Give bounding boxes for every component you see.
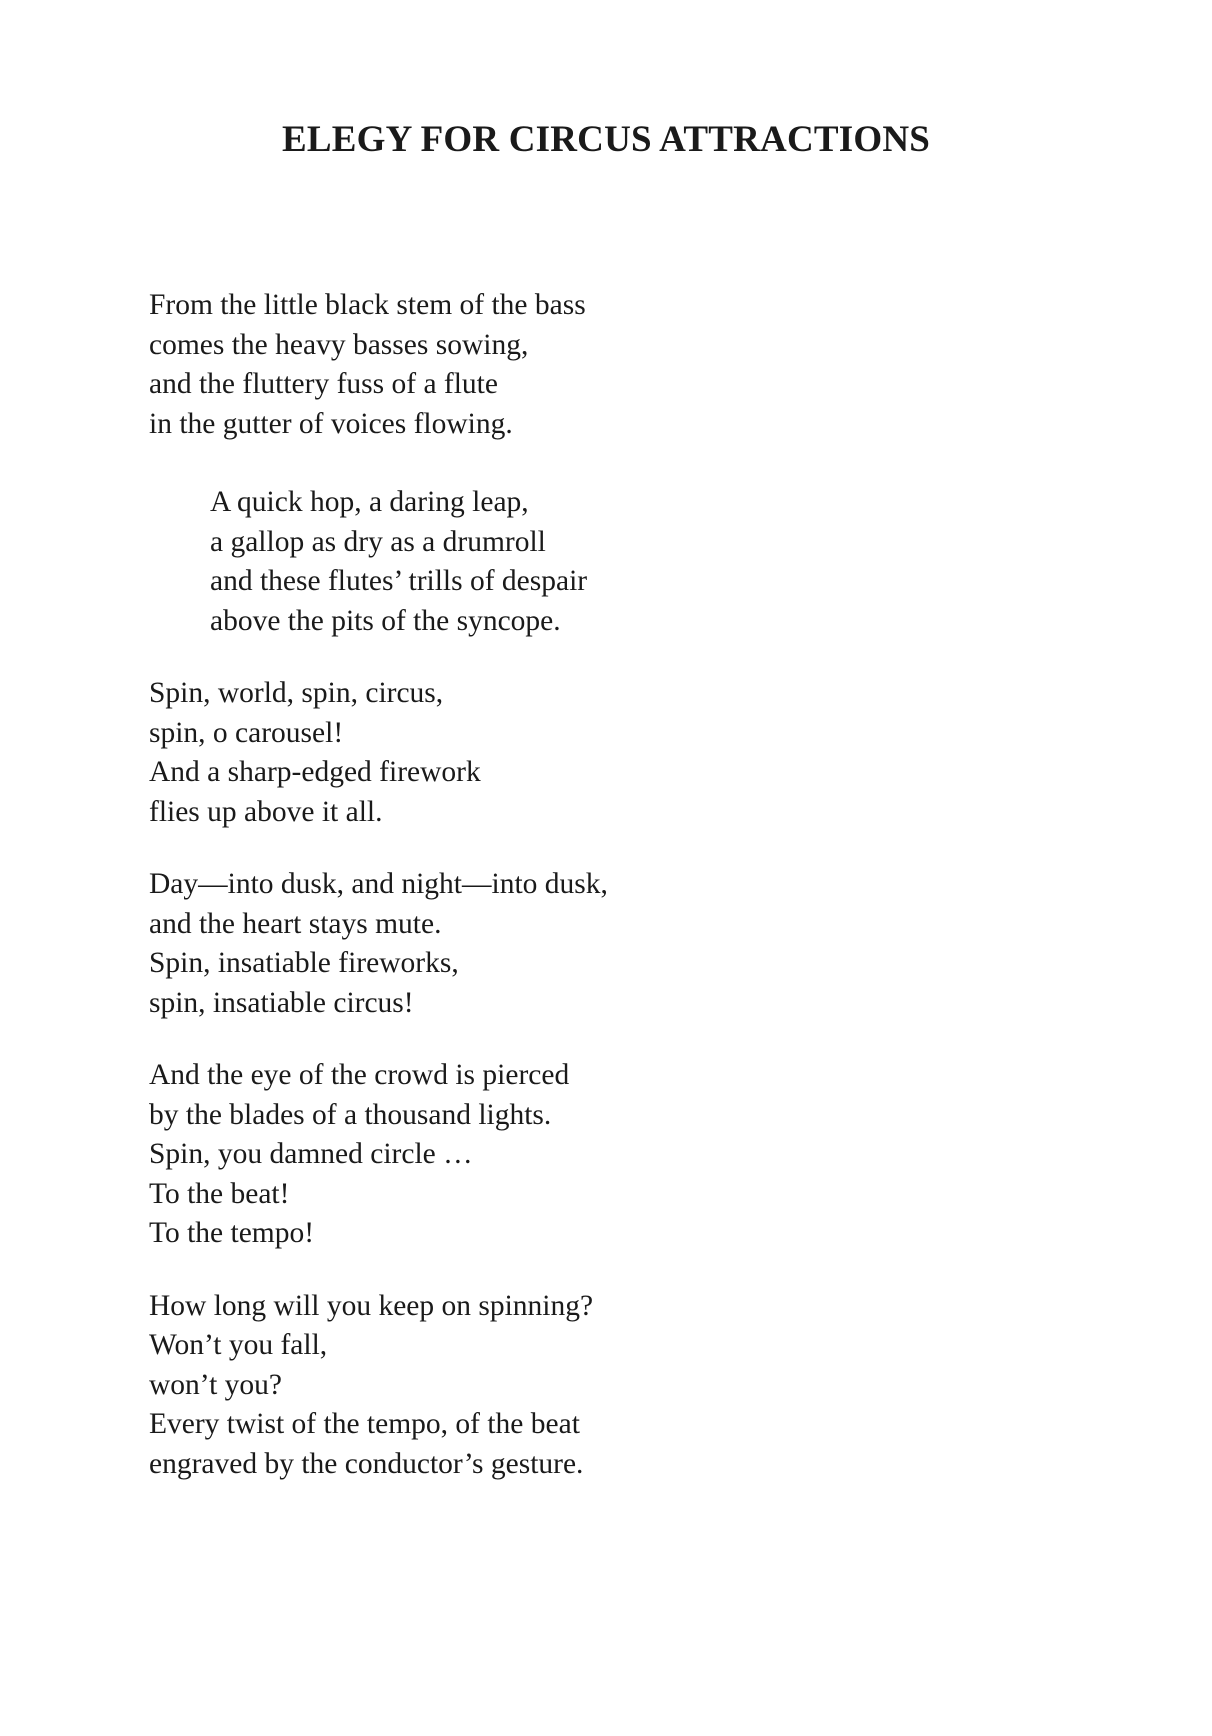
stanza-1 xyxy=(149,286,1049,444)
poem-line: Spin, world, spin, circus, xyxy=(149,677,444,709)
poem-line: From the little black stem of the bass xyxy=(149,289,586,321)
stanza-6 xyxy=(149,1287,1049,1485)
poem-line: by the blades of a thousand lights. xyxy=(149,1098,552,1131)
poem-body xyxy=(149,286,1049,1484)
poem-line: How long will you keep on spinning? xyxy=(149,1289,594,1322)
stanza-5 xyxy=(149,1056,1049,1254)
poem-line: Spin, you damned circle … xyxy=(149,1138,473,1170)
poem-line: Spin, insatiable fireworks, xyxy=(149,947,459,979)
poem-line: spin, insatiable circus! xyxy=(149,986,414,1019)
poem-line: above the pits of the syncope. xyxy=(210,604,561,637)
poem-line: a gallop as dry as a drumroll xyxy=(210,525,546,558)
poem-line: won’t you? xyxy=(149,1368,283,1401)
poem-line: And the eye of the crowd is pierced xyxy=(149,1059,570,1091)
poem-line: Day—into dusk, and night—into dusk, xyxy=(149,868,608,900)
poem-title: ELEGY FOR CIRCUS ATTRACTIONS xyxy=(281,119,931,160)
poem-line: spin, o carousel! xyxy=(149,716,344,749)
poem-line: engraved by the conductor’s gesture. xyxy=(149,1447,584,1480)
stanza-4 xyxy=(149,865,1049,1023)
stanza-3 xyxy=(149,674,1049,832)
poem-line: and the fluttery fuss of a flute xyxy=(149,368,498,400)
poem-line: and the heart stays mute. xyxy=(149,907,442,940)
poem-line: Won’t you fall, xyxy=(149,1329,328,1361)
poem-line: flies up above it all. xyxy=(149,795,383,828)
poem-line: and these flutes’ trills of despair xyxy=(210,565,588,597)
stanza-2 xyxy=(149,483,1049,641)
poem-line: A quick hop, a daring leap, xyxy=(210,486,529,518)
poem-line: comes the heavy basses sowing, xyxy=(149,328,529,361)
poem-line: To the beat! xyxy=(149,1177,290,1210)
poem-line: in the gutter of voices flowing. xyxy=(149,407,513,440)
poem-line: And a sharp-edged firework xyxy=(149,756,481,788)
poem-line: Every twist of the tempo, of the beat xyxy=(149,1408,580,1440)
poem-line: To the tempo! xyxy=(149,1217,315,1249)
